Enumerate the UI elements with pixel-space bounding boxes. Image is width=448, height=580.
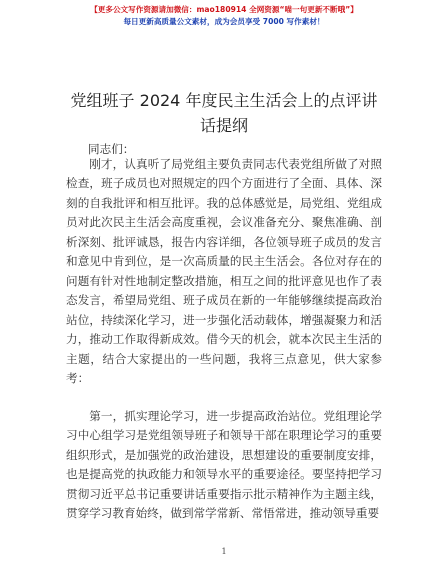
salutation: 同志们： (88, 142, 135, 156)
banner-member-line: 每日更新高质量公文素材，成为会员享受 7000 写作素材！ (123, 17, 325, 26)
body-paragraph-1: 刚才，认真听了局党组主要负责同志代表党组所做了对照检查，班子成员也对照规定的四个方面进行了全面、具体、深刻的自我批评和相互批评。我的总体感觉是，局党组、党组成员对此次民主生活会高度重视，会议准备充分、聚焦准确、剖析深刻、批评诚恳，报告内容详细，各位领导班子成员的发言和意见中肯到位，是一次高质量的民主生活会。各位对存在的问题有针对性地制定整改措施，相互之间的批评意见也作了表态发言，希望局党组、班子成员在新的一年能够继续提高政治站位，持续深化学习，进一步强化活动载体，增强凝聚力和活力，推动工作取得新成效。借今天的机会，就本次民主生活的主题，结合大家提出的一些问题，我将三点意见，供大家参考： (66, 157, 382, 385)
body-paragraph-2-block (66, 407, 382, 524)
header-banner (0, 4, 448, 28)
body-paragraph-1-block (66, 155, 382, 388)
document-title: 党组班子 2024 年度民主生活会上的点评讲话提纲 (70, 91, 378, 135)
banner-promo-line: 【更多公文写作资源请加微信：mao180914 全网资源“喵一句更新不断哦”】 (90, 5, 358, 14)
page-number: 1 (221, 547, 227, 556)
body-paragraph-2: 第一，抓实理论学习，进一步提高政治站位。党组理论学习中心组学习是党组领导班子和领导干部在职理论学习的重要组织形式，是加强党的政治建设，思想建设的重要制度安排，也是提高党的执政能力和领导水平的重要途径。要坚持把学习贯彻习近平总书记重要讲话重要指示批示精神作为主题主线，贯穿学习教育始终，做到常学常新、常悟常进，推动领导重要 (66, 409, 382, 521)
